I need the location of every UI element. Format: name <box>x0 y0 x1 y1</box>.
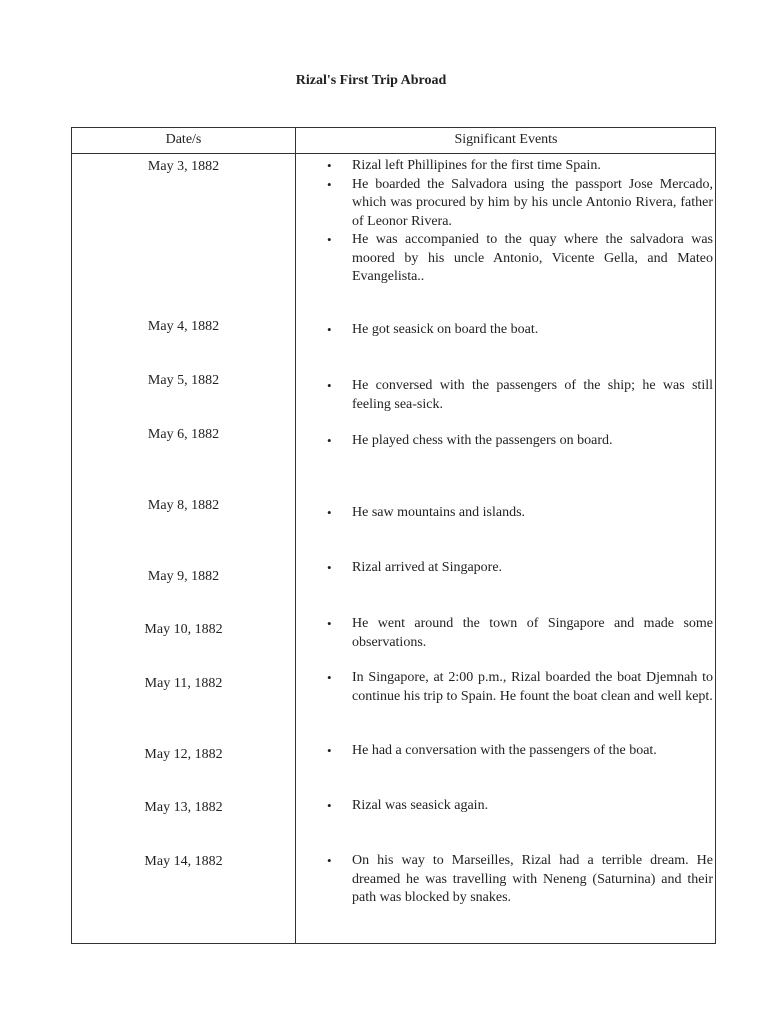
bullet-icon: • <box>327 158 332 173</box>
row-date: May 9, 1882 <box>147 569 220 584</box>
bullet-icon: • <box>327 378 332 393</box>
event-text: Rizal was seasick again. <box>352 798 489 813</box>
event-text: Rizal arrived at Singapore. <box>352 560 503 575</box>
row-events <box>296 559 716 578</box>
event-text: He played chess with the passengers on board. <box>352 433 613 448</box>
bullet-icon: • <box>327 232 332 247</box>
event-item <box>296 559 716 578</box>
row-date: May 14, 1882 <box>144 854 223 869</box>
event-item <box>296 432 716 451</box>
event-text: He conversed with the passengers of the ship; he was still feeling sea-sick. <box>352 378 713 412</box>
event-item <box>296 797 716 816</box>
bullet-icon: • <box>327 743 332 758</box>
bullet-icon: • <box>327 505 332 520</box>
bullet-icon: • <box>327 433 332 448</box>
row-date: May 5, 1882 <box>147 373 220 388</box>
event-text: On his way to Marseilles, Rizal had a terrible dream. He dreamed he was travelling with Neneng (Saturnina) and their path was blocked by snakes. <box>352 853 713 905</box>
event-item <box>296 157 716 176</box>
bullet-icon: • <box>327 670 332 685</box>
header-date: Date/s <box>165 132 202 147</box>
event-item <box>296 742 716 761</box>
row-events <box>296 377 716 414</box>
row-events <box>296 615 716 652</box>
event-item <box>296 504 716 523</box>
bullet-icon: • <box>327 176 332 192</box>
event-item <box>296 176 716 232</box>
row-date: May 3, 1882 <box>147 159 220 174</box>
row-date: May 13, 1882 <box>144 800 223 815</box>
event-text: He boarded the Salvadora using the passport Jose Mercado, which was procured by him by his uncle Antonio Rivera, father of Leonor Rivera. <box>352 176 713 229</box>
row-date: May 8, 1882 <box>147 498 220 513</box>
events-table <box>71 127 716 944</box>
row-date: May 6, 1882 <box>147 427 220 442</box>
row-date: May 11, 1882 <box>144 676 223 691</box>
row-events <box>296 157 716 287</box>
event-item <box>296 231 716 287</box>
row-events <box>296 321 716 340</box>
event-item <box>296 669 716 706</box>
row-events <box>296 742 716 761</box>
bullet-icon: • <box>327 798 332 813</box>
row-date: May 10, 1882 <box>144 622 223 637</box>
event-text: Rizal left Phillipines for the first time Spain. <box>352 158 601 173</box>
bullet-icon: • <box>327 616 332 631</box>
event-item <box>296 852 716 908</box>
event-text: He was accompanied to the quay where the salvadora was moored by his uncle Antonio, Vicente Gella, and Mateo Evangelista.. <box>352 232 713 284</box>
event-item <box>296 321 716 340</box>
header-events: Significant Events <box>454 132 558 147</box>
event-text: He saw mountains and islands. <box>352 505 526 520</box>
bullet-icon: • <box>327 322 332 337</box>
row-events <box>296 797 716 816</box>
bullet-icon: • <box>327 560 332 575</box>
row-events <box>296 504 716 523</box>
event-text: He had a conversation with the passengers of the boat. <box>352 743 657 758</box>
event-text: He got seasick on board the boat. <box>352 322 539 337</box>
row-events <box>296 432 716 451</box>
event-item <box>296 615 716 652</box>
bullet-icon: • <box>327 853 332 868</box>
event-text: He went around the town of Singapore and made some observations. <box>352 616 713 650</box>
event-item <box>296 377 716 414</box>
row-date: May 12, 1882 <box>144 747 223 762</box>
event-text: In Singapore, at 2:00 p.m., Rizal boarded the boat Djemnah to continue his trip to Spain. He fount the boat clean and well kept. <box>352 670 713 704</box>
row-events <box>296 852 716 908</box>
row-events <box>296 669 716 706</box>
header-divider <box>72 153 715 154</box>
row-date: May 4, 1882 <box>147 319 220 334</box>
document-title: Rizal's First Trip Abroad <box>295 73 447 88</box>
